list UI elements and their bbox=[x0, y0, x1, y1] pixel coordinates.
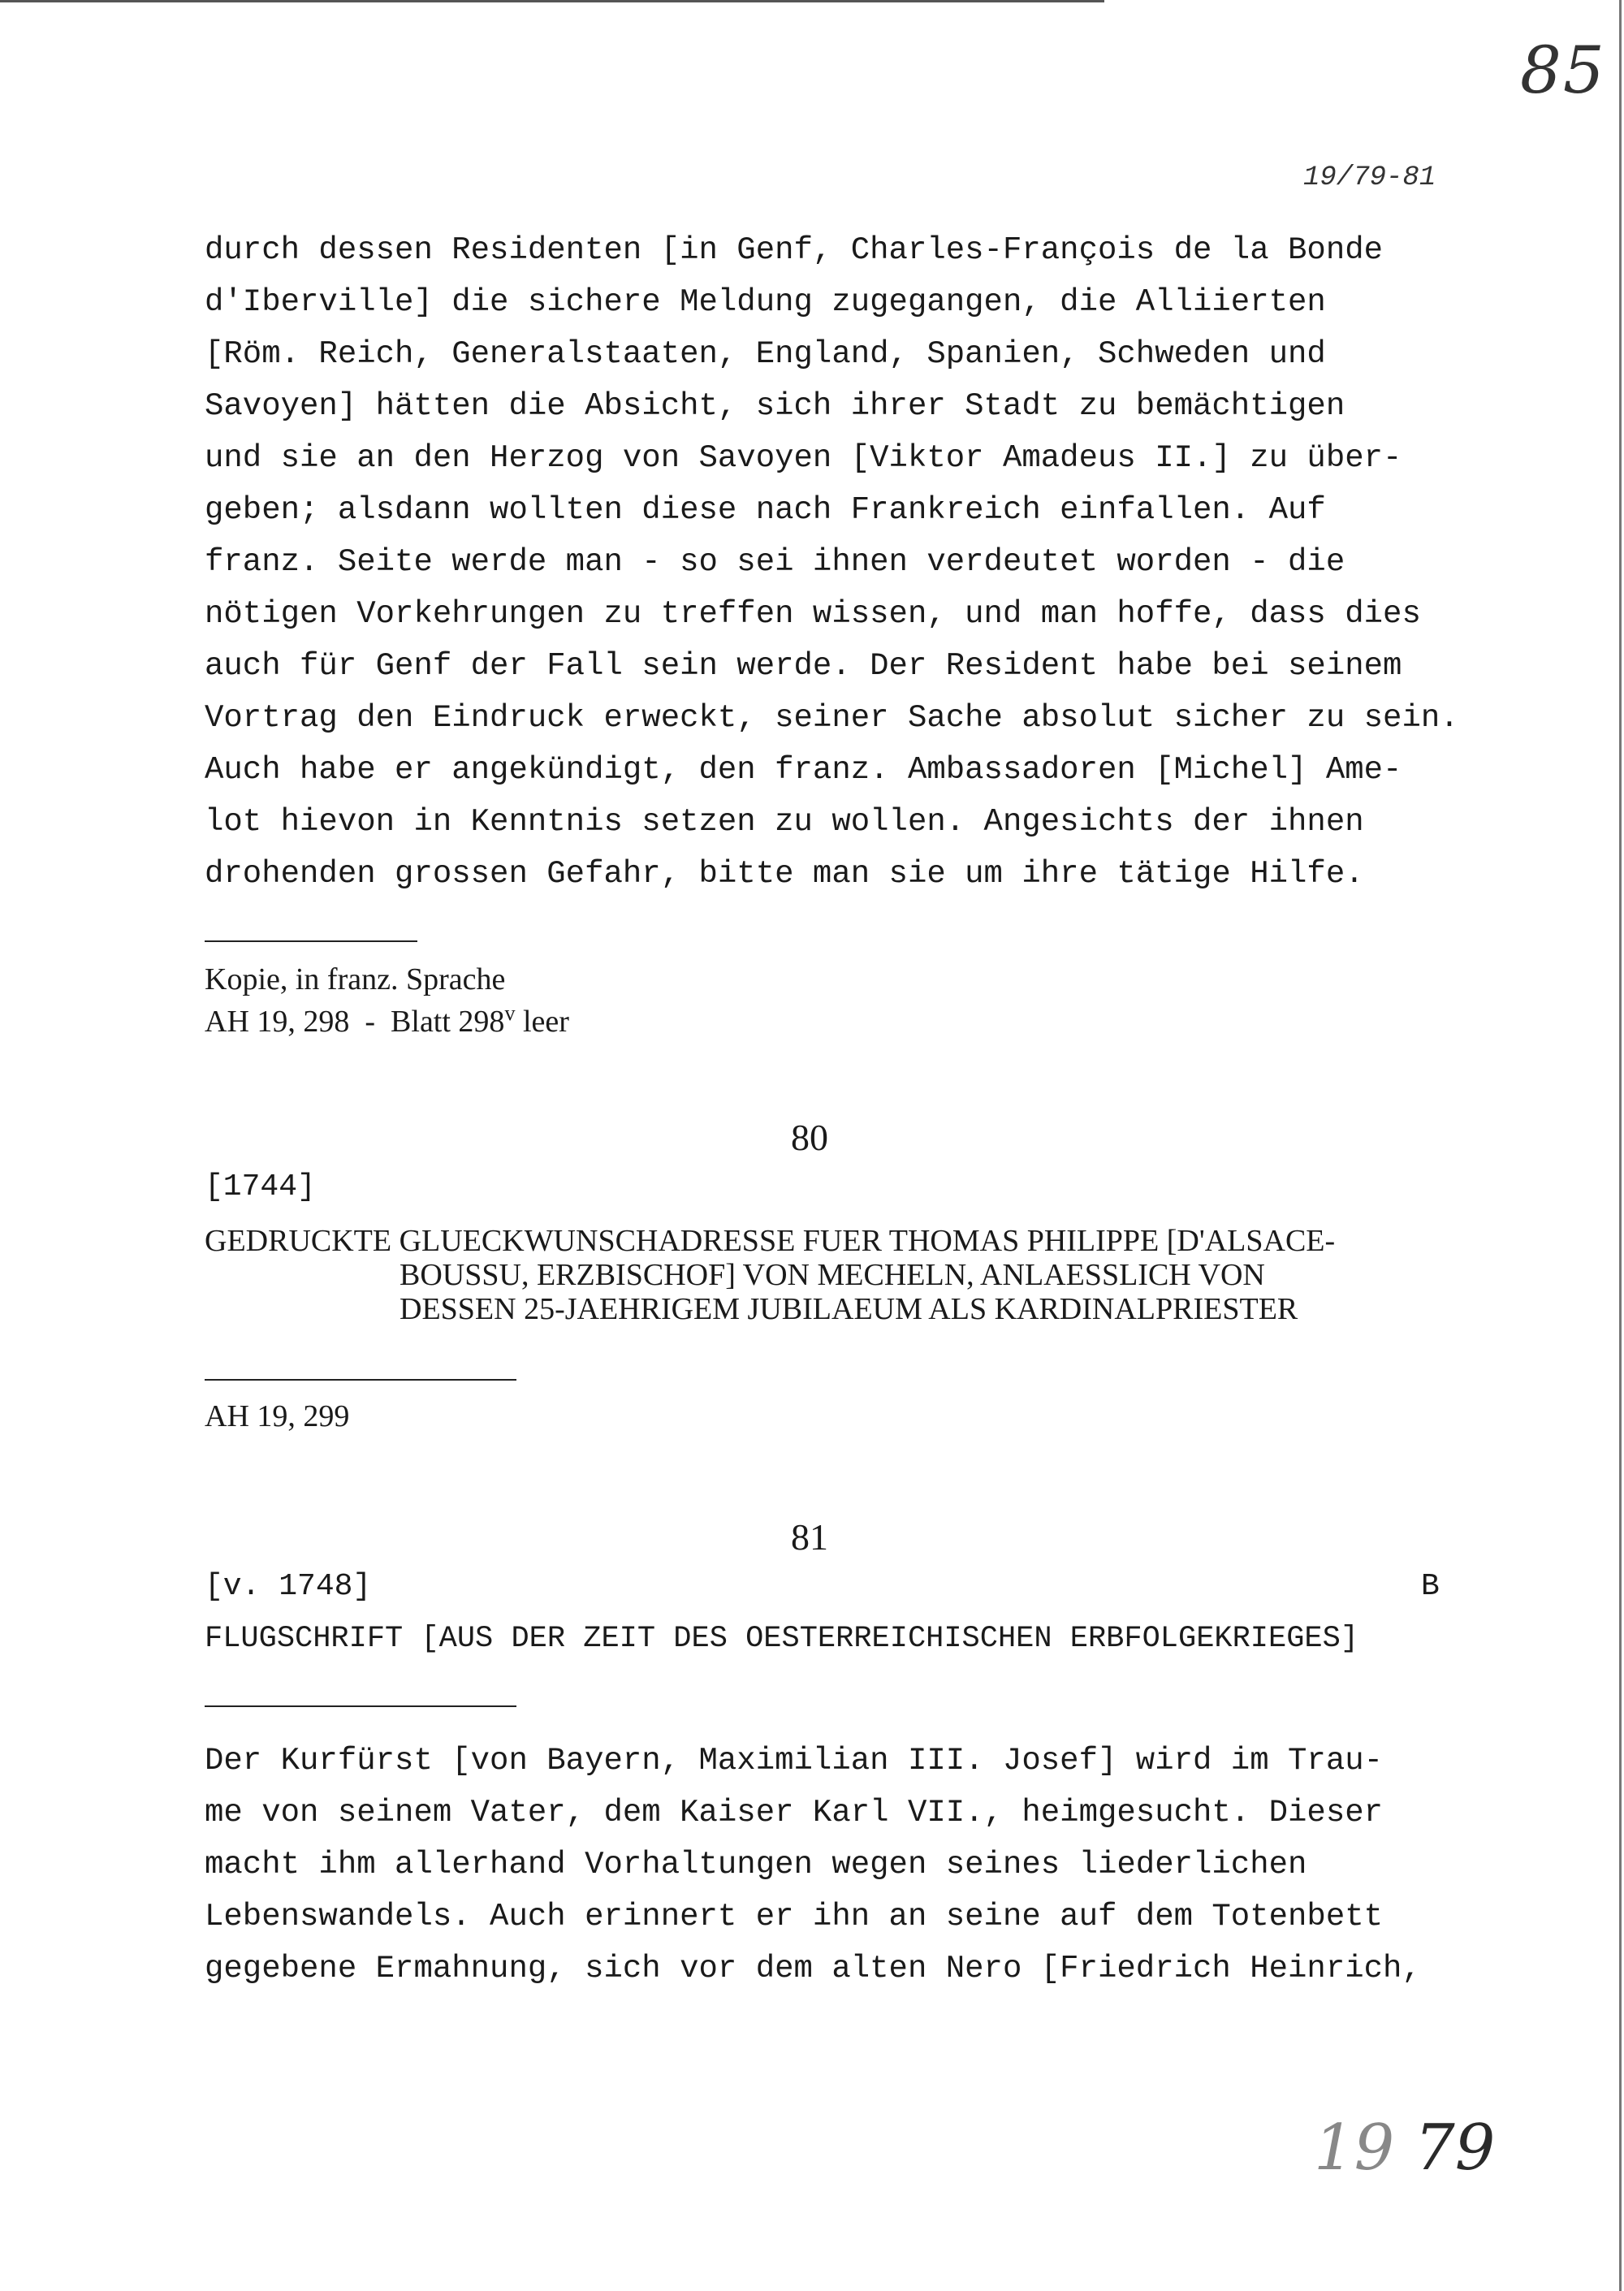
scan-edge-top bbox=[0, 0, 1104, 2]
text-line: nötigen Vorkehrungen zu treffen wissen, und man hoffe, dass dies bbox=[205, 596, 1421, 632]
source-note-copy: Kopie, in franz. Sprache bbox=[205, 962, 506, 996]
handwritten-folio-number: 85 bbox=[1520, 32, 1606, 108]
entry-title-text: BOUSSU, ERZBISCHOF] VON MECHELN, ANLAESSLICH VON bbox=[400, 1258, 1265, 1292]
entry-number-80: 80 bbox=[791, 1117, 828, 1158]
entry-source: AH 19, 299 bbox=[205, 1399, 350, 1433]
scan-edge-right bbox=[1619, 0, 1622, 2291]
text-line: durch dessen Residenten [in Genf, Charles-François de la Bonde bbox=[205, 232, 1384, 268]
text-line: drohenden grossen Gefahr, bitte man sie um ihre tätige Hilfe. bbox=[205, 856, 1364, 892]
blank-note: leer bbox=[522, 1005, 569, 1039]
entry-divider bbox=[205, 1379, 516, 1381]
archive-reference: AH 19, 298 - Blatt 298 bbox=[205, 1005, 505, 1039]
text-line: gegebene Ermahnung, sich vor dem alten Nero [Friedrich Heinrich, bbox=[205, 1951, 1421, 1986]
entry-title-text: DESSEN 25-JAEHRIGEM JUBILAEUM ALS KARDINALPRIESTER bbox=[400, 1292, 1298, 1326]
text-line: Auch habe er angekündigt, den franz. Ambassadoren [Michel] Ame- bbox=[205, 752, 1402, 788]
text-line: franz. Seite werde man - so sei ihnen verdeutet worden - die bbox=[205, 544, 1345, 580]
entry-title-line bbox=[400, 1259, 1265, 1291]
classification-mark: B bbox=[1421, 1569, 1440, 1604]
entry-title-line: GEDRUCKTE GLUECKWUNSCHADRESSE FUER THOMAS PHILIPPE [D'ALSACE- bbox=[205, 1224, 1336, 1258]
entry-date: [v. 1748] bbox=[205, 1569, 372, 1604]
text-line: Der Kurfürst [von Bayern, Maximilian III. Josef] wird im Trau- bbox=[205, 1743, 1384, 1779]
text-line: [Röm. Reich, Generalstaaten, England, Spanien, Schweden und bbox=[205, 336, 1326, 372]
document-reference: 19/79-81 bbox=[1303, 162, 1436, 193]
text-line: auch für Genf der Fall sein werde. Der Resident habe bei seinem bbox=[205, 648, 1402, 684]
text-line: me von seinem Vater, dem Kaiser Karl VII., heimgesucht. Dieser bbox=[205, 1795, 1384, 1831]
text-line: Vortrag den Eindruck erweckt, seiner Sache absolut sicher zu sein. bbox=[205, 700, 1459, 736]
handwritten-bottom-mark bbox=[1314, 2112, 1495, 2185]
footnote-divider bbox=[205, 940, 417, 942]
text-line: macht ihm allerhand Vorhaltungen wegen seines liederlichen bbox=[205, 1847, 1307, 1883]
text-line: geben; alsdann wollten diese nach Frankreich einfallen. Auf bbox=[205, 492, 1326, 528]
handwritten-bottom-main: 19 bbox=[1314, 2112, 1395, 2185]
entry-divider bbox=[205, 1705, 516, 1707]
verso-mark: v bbox=[504, 1001, 516, 1025]
entry-title-line bbox=[400, 1293, 1298, 1325]
text-line: lot hievon in Kenntnis setzen zu wollen. Angesichts der ihnen bbox=[205, 804, 1364, 840]
handwritten-bottom-suffix: 79 bbox=[1415, 2112, 1496, 2185]
text-line: Savoyen] hätten die Absicht, sich ihrer Stadt zu bemächtigen bbox=[205, 388, 1345, 424]
entry-title: FLUGSCHRIFT [AUS DER ZEIT DES OESTERREICHISCHEN ERBFOLGEKRIEGES] bbox=[205, 1622, 1359, 1656]
entry-number-81: 81 bbox=[791, 1516, 828, 1558]
text-line: Lebenswandels. Auch erinnert er ihn an seine auf dem Totenbett bbox=[205, 1899, 1384, 1934]
source-note-archive bbox=[205, 997, 569, 1038]
text-line: d'Iberville] die sichere Meldung zugegangen, die Alliierten bbox=[205, 284, 1326, 320]
entry-date: [1744] bbox=[205, 1169, 316, 1204]
text-line: und sie an den Herzog von Savoyen [Viktor Amadeus II.] zu über- bbox=[205, 440, 1402, 476]
